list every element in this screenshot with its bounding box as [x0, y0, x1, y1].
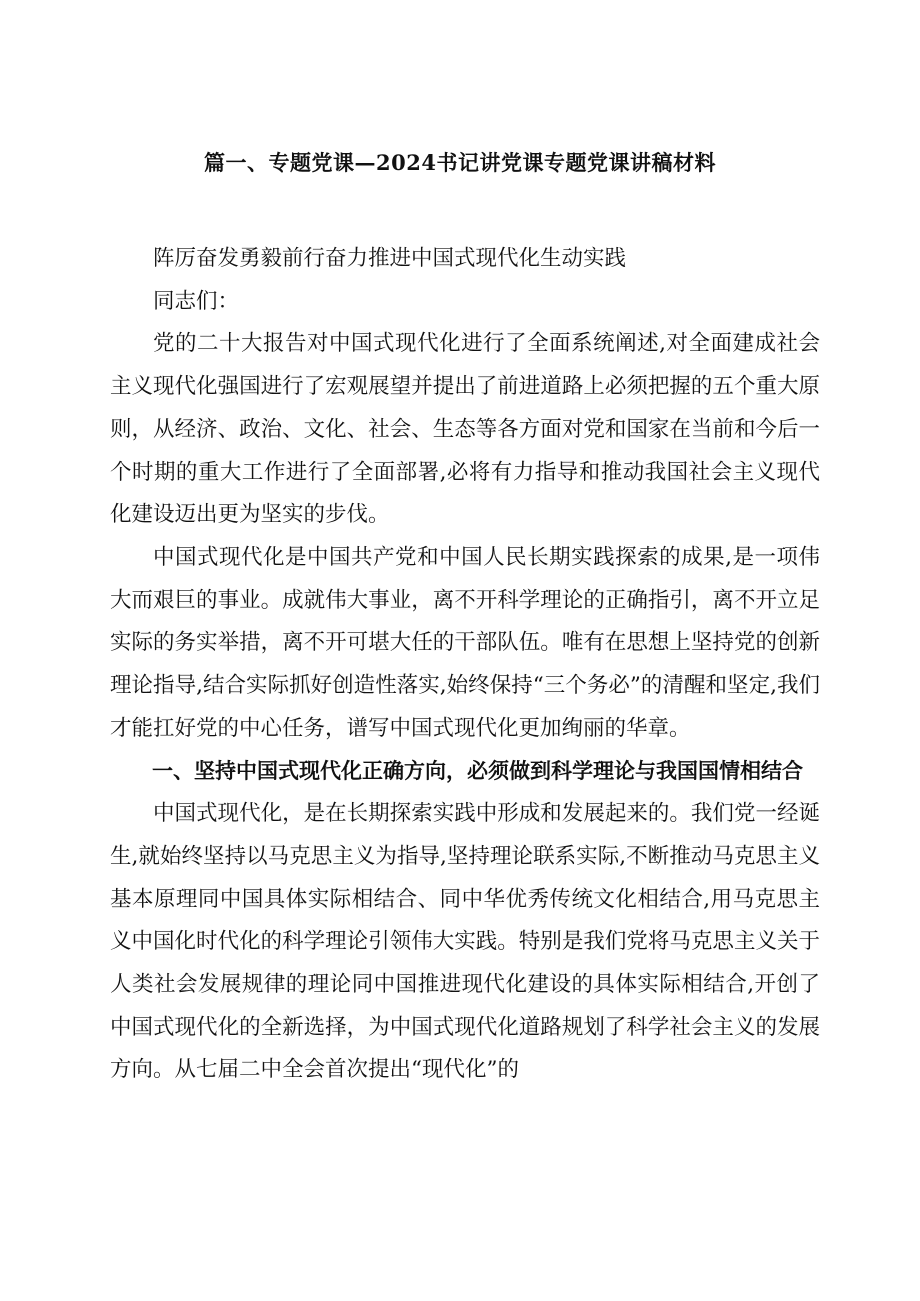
section-heading: 一、坚持中国式现代化正确方向，必须做到科学理论与我国国情相结合: [152, 759, 803, 784]
body-paragraph: 党的二十大报告对中国式现代化进行了全面系统阐述,对全面建成社会主义现代化强国进行了宏观展望并提出了前进道路上必须把握的五个重大原则，从经济、政治、文化、社会、生态等各方面对党和国家在当前和今后一个时期的重大工作进行了全面部署,必将有力指导和推动我国社会主义现代化建设迈出更为坚实的步伐。: [110, 331, 820, 528]
document-body: [110, 238, 820, 1092]
subtitle-line: 阵厉奋发勇毅前行奋力推进中国式现代化生动实践: [153, 246, 627, 271]
body-paragraph: 中国式现代化是中国共产党和中国人民长期实践探索的成果,是一项伟大而艰巨的事业。成就伟大事业，离不开科学理论的正确指引，离不开立足实际的务实举措，离不开可堪大任的干部队伍。唯有在思想上坚持党的创新理论指导,结合实际抓好创造性落实,始终保持“三个务必”的清醒和坚定,我们才能扛好党的中心任务，谱写中国式现代化更加绚丽的华章。: [110, 544, 820, 741]
salutation-line: 同志们：: [153, 288, 240, 314]
document-title: 篇一、专题党课—2024书记讲党课专题党课讲稿材料: [204, 150, 716, 175]
section-paragraph: 中国式现代化，是在长期探索实践中形成和发展起来的。我们党一经诞生,就始终坚持以马克思主义为指导,坚持理论联系实际,不断推动马克思主义基本原理同中国具体实际相结合、同中华优秀传统文化相结合,用马克思主义中国化时代化的科学理论引领伟大实践。特别是我们党将马克思主义关于人类社会发展规律的理论同中国推进现代化建设的具体实际相结合,开创了中国式现代化的全新选择，为中国式现代化道路规划了科学社会主义的发展方向。从七届二中全会首次提出“现代化”的: [110, 801, 820, 1083]
